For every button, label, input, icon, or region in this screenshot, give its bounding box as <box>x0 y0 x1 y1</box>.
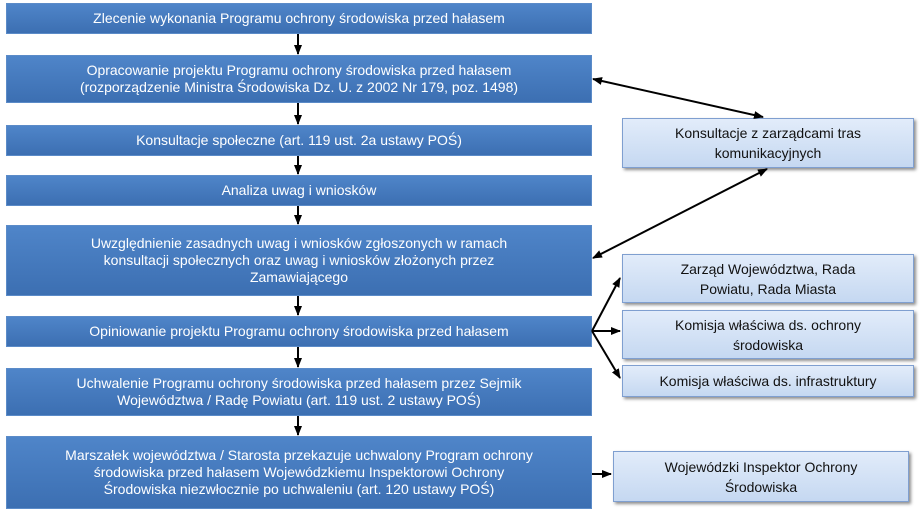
arrow-opinion-infrastructure <box>592 331 620 378</box>
step-transfer-text: Marszałek województwa / Starosta przekazuje uchwalony Program ochrony środowiska przed hałasem Wojewódzkiemu Inspektorowi Ochrony Środowiska niezwłocznie po uchwaleniu (art. 120 ustawy POŚ) <box>65 447 533 497</box>
arrow-opinion-board <box>592 278 620 331</box>
box-board-council-text: Zarząd Województwa, Rada Powiatu, Rada Miasta <box>680 260 856 297</box>
step-opinion-text: Opiniowanie projektu Programu ochrony środowiska przed hałasem <box>89 323 509 339</box>
box-road-managers-consultation-text: Konsultacje z zarządcami tras komunikacyjnych <box>675 125 861 161</box>
box-infrastructure-committee-text: Komisja właściwa ds. infrastruktury <box>659 373 877 389</box>
step-public-consultation-text: Konsultacje społeczne (art. 119 ust. 2a ustawy POŚ) <box>136 132 462 148</box>
box-environment-inspector-text: Wojewódzki Inspektor Ochrony Środowiska <box>664 458 858 495</box>
step-draft-preparation-text: Opracowanie projektu Programu ochrony środowiska przed hałasem (rozporządzenie Ministra Środowiska Dz. U. z 2002 Nr 179, poz. 1498) <box>79 62 519 95</box>
step-commission-text: Zlecenie wykonania Programu ochrony środowiska przed hałasem <box>93 10 505 26</box>
step-adoption-text: Uchwalenie Programu ochrony środowiska przed hałasem przez Sejmik Województwa / Radę Powiatu (art. 119 ust. 2 ustawy POŚ) <box>76 375 522 408</box>
box-environment-committee-text: Komisja właściwa ds. ochrony środowiska <box>675 316 861 353</box>
arrow-draft-consultation <box>593 79 763 117</box>
arrow-consultation-incorporate <box>593 169 767 258</box>
step-incorporate-remarks-text: Uwzględnienie zasadnych uwag i wniosków zgłoszonych w ramach konsultacji społecznych oraz uwag i wniosków złożonych przez Zamawiającego <box>90 235 508 285</box>
step-analysis-text: Analiza uwag i wniosków <box>221 182 377 198</box>
